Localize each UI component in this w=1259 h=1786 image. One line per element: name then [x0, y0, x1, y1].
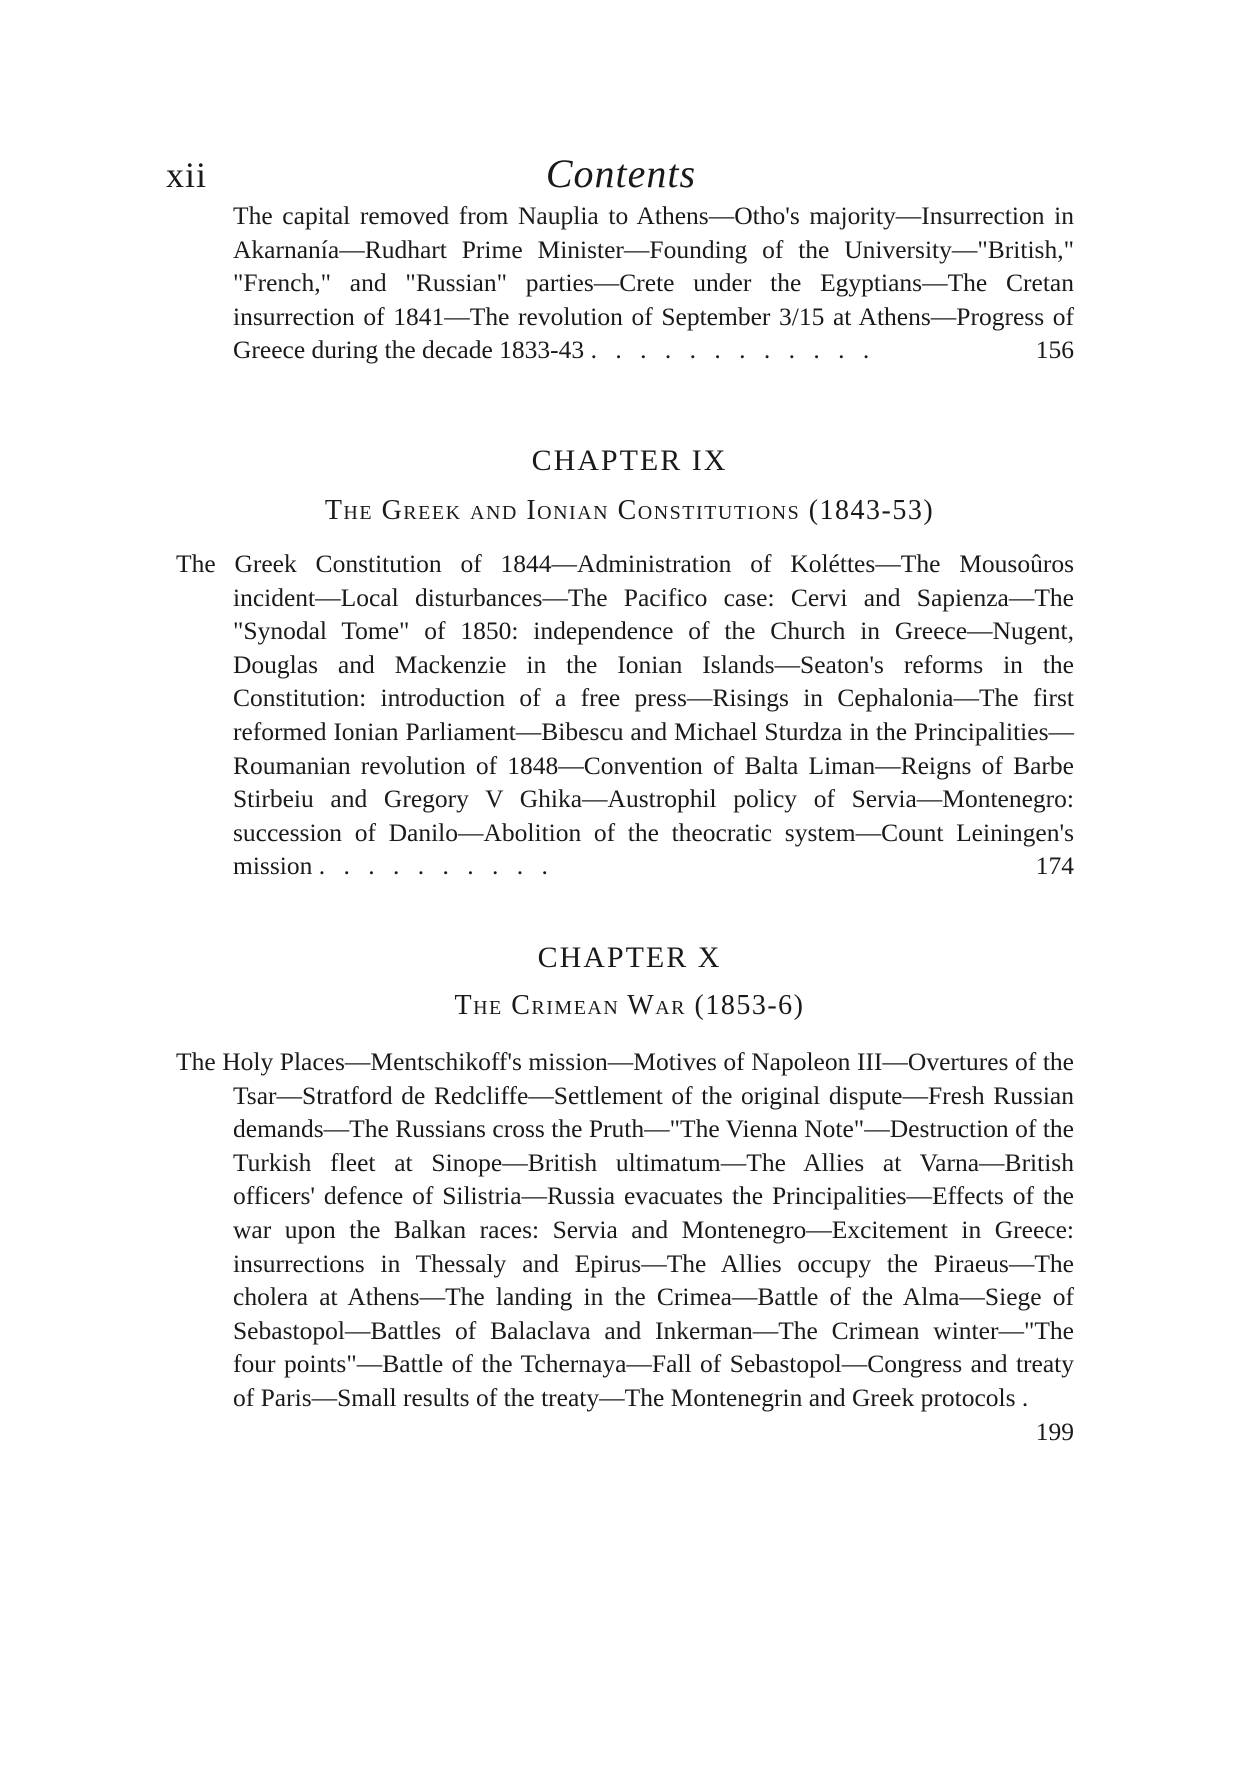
running-head	[166, 150, 1076, 200]
chapter-title: The Greek and Ionian Constitutions (1843-53)	[324, 495, 935, 526]
chapter-summary-text: The Holy Places—Mentschikoff's mission—Motives of Napoleon III—Overtures of the Tsar—Stratford de Redcliffe—Settlement of the original dispute—Fresh Russian demands—The Russians cross the Pruth—"The Vienna Note"—Destruction of the Turkish fleet at Sinope—British ultimatum—The Allies at Varna—British officers' defence of Silistria—Russia evacuates the Principalities—Effects of the war upon the Balkan races: Servia and Montenegro—Excitement in Greece: insurrections in Thessaly and Epirus—The Allies occupy the Piraeus—The cholera at Athens—The landing in the Crimea—Battle of the Alma—Siege of Sebastopol—Battles of Balaclava and Inkerman—The Crimean winter—"The four points"—Battle of the Tchernaya—Fall of Sebastopol—Congress and treaty of Paris—Small results of the treaty—The Montenegrin and Greek protocols	[176, 1047, 1074, 1412]
chapter-summary-text: The Greek Constitution of 1844—Administration of Koléttes—The Mousoûros incident—Local disturbances—The Pacifico case: Cervi and Sapienza—The "Synodal Tome" of 1850: independence of the Church in Greece—Nugent, Douglas and Mackenzie in the Ionian Islands—Seaton's reforms in the Constitution: introduction of a free press—Risings in Cephalonia—The first reformed Ionian Parliament—Bibescu and Michael Sturdza in the Principalities—Roumanian revolution of 1848—Convention of Balta Liman—Reigns of Barbe Stirbeiu and Gregory V Ghika—Austrophil policy of Servia—Montenegro: succession of Danilo—Abolition of the theocratic system—Count Leiningen's mission	[176, 549, 1074, 881]
chapter-summary	[176, 547, 1074, 883]
page-number: xii	[166, 155, 208, 195]
page-title: Contents	[545, 151, 697, 196]
contents-entry-continued	[176, 199, 1074, 367]
chapter-heading: CHAPTER IX	[531, 444, 728, 477]
chapter-page-number: 174	[1035, 851, 1074, 881]
leader-dots: . . . . . . . . . .	[318, 851, 554, 881]
chapter-heading: CHAPTER X	[537, 941, 722, 974]
entry-page-number: 156	[1035, 335, 1074, 365]
chapter-title: The Crimean War (1853-6)	[454, 990, 805, 1021]
chapter-summary	[176, 1045, 1074, 1448]
entry-summary: The capital removed from Nauplia to Athens—Otho's majority—Insurrection in Akarnanía—Rudhart Prime Minister—Founding of the University—"British," "French," and "Russian" parties—Crete under the Egyptians—The Cretan insurrection of 1841—The revolution of September 3/15 at Athens—Progress of Greece during the decade 1833-43	[233, 201, 1074, 365]
chapter-page-number: 199	[1035, 1416, 1074, 1446]
leader-dots: .	[1021, 1382, 1035, 1412]
leader-dots: . . . . . . . . . . . .	[590, 335, 876, 365]
